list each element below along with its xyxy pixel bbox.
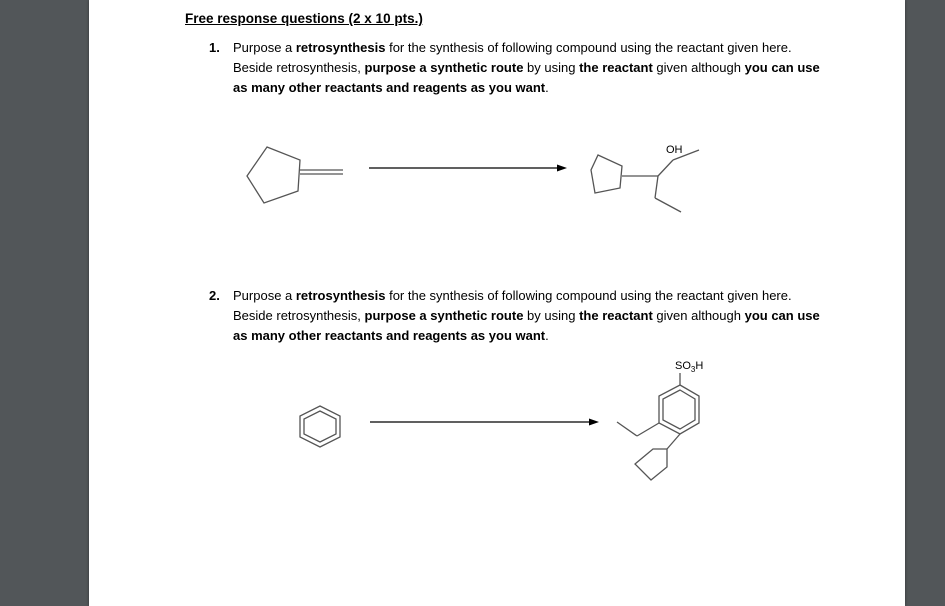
text-run: given although: [652, 60, 745, 75]
reaction-arrow-1: [369, 165, 567, 172]
text-run: by using: [523, 60, 580, 75]
document-page: [89, 0, 905, 606]
bold-run: you can use as many other reactants and reagents as you want: [233, 308, 820, 343]
text-run: .: [545, 328, 549, 343]
reaction-schemes: [89, 0, 905, 606]
bold-run: you can use as many other reactants and reagents as you want: [233, 60, 820, 95]
bold-run: retrosynthesis: [295, 288, 386, 303]
sulfonic-acid-label: $SO_3H$: [675, 360, 704, 374]
text-run: by using: [523, 308, 580, 323]
bold-run: the reactant: [579, 308, 653, 323]
text-run: for the synthesis of following compound using the reactant given here. Beside retrosynthesis,: [233, 40, 792, 75]
reactant-benzene: [300, 406, 340, 447]
bold-run: retrosynthesis: [295, 40, 386, 55]
bold-run: purpose a synthetic route: [364, 308, 524, 323]
section-heading: Free response questions (2 x 10 pts.): [185, 11, 423, 26]
bold-run: the reactant: [579, 60, 653, 75]
bold-run: purpose a synthetic route: [364, 60, 524, 75]
text-run: for the synthesis of following compound using the reactant given here. Beside retrosynthesis,: [233, 288, 792, 323]
question-number: 2.: [209, 288, 220, 303]
product-2-sulfonated-arene: [617, 373, 699, 480]
text-run: Purpose a: [233, 288, 296, 303]
question-number: 1.: [209, 40, 220, 55]
hydroxyl-label: OH: [666, 144, 683, 156]
product-1-tertiary-alcohol: [591, 150, 699, 212]
text-run: Purpose a: [233, 40, 296, 55]
text-run: .: [545, 80, 549, 95]
text-run: given although: [652, 308, 745, 323]
reaction-arrow-2: [370, 419, 599, 426]
reactant-methylenecyclopentane: [247, 147, 343, 203]
